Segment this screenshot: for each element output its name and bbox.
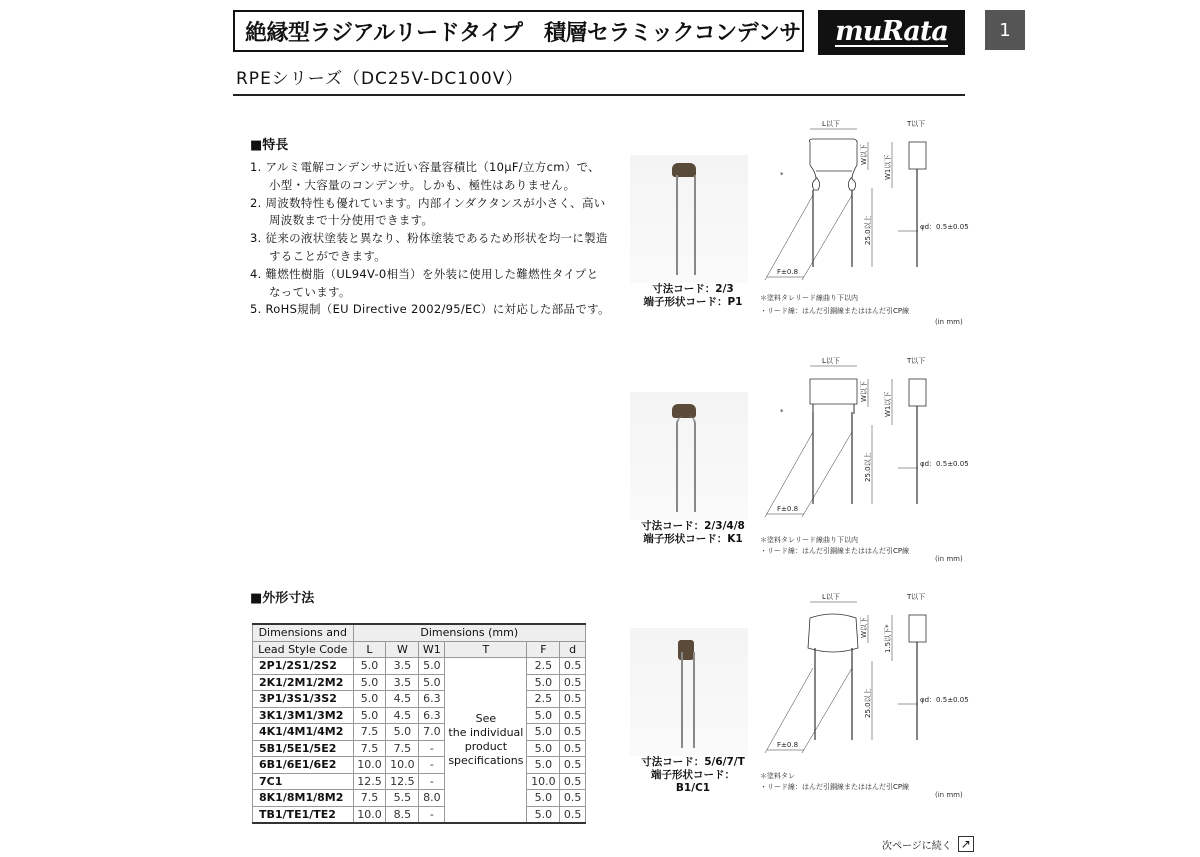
next-page-label: 次ページに続く (882, 840, 952, 852)
label-L: L以下 (822, 593, 840, 601)
lead-diagram (630, 115, 980, 330)
dimension-value: 7.5 (353, 790, 386, 807)
lead-style-code: 7C1 (253, 773, 354, 790)
title-text: 絶縁型ラジアルリードタイプ 積層セラミックコンデンサ (245, 20, 801, 46)
lead-style-code: 3P1/3S1/3S2 (253, 691, 354, 708)
col-F: F (527, 641, 560, 658)
label-W1: W1以下 (884, 391, 892, 417)
label-T: T以下 (907, 120, 926, 128)
dimension-value: 5.0 (527, 757, 560, 774)
dimension-code: 寸法コード：2/3/4/8 (641, 520, 745, 532)
feature-item: 2. 周波数特性も優れています。内部インダクタンスが小さく、高い周波数まで十分使用できます。 (250, 195, 606, 228)
col-T: T (445, 641, 527, 658)
dimension-value: 8.5 (386, 806, 419, 823)
dimension-value: 6.3 (419, 707, 445, 724)
continue-next-page[interactable] (882, 836, 974, 852)
dimension-value: 12.5 (386, 773, 419, 790)
dimension-value: 5.0 (527, 707, 560, 724)
label-F: F±0.8 (777, 268, 799, 276)
features-heading: ■特長 (250, 138, 289, 153)
table-row (253, 757, 586, 774)
dimension-value: 10.0 (527, 773, 560, 790)
dimension-value: 5.0 (527, 790, 560, 807)
label-diameter: φd：0.5±0.05 (920, 223, 969, 231)
header-group: Dimensions (mm) (353, 624, 585, 641)
dimension-drawing (630, 352, 980, 532)
murata-logo (818, 10, 965, 55)
dimension-value: 0.5 (560, 658, 586, 675)
dimension-value: - (419, 773, 445, 790)
dimension-value: 5.0 (527, 724, 560, 741)
lead-style-code: TB1/TE1/TE2 (253, 806, 354, 823)
lead-style-code: 3K1/3M1/3M2 (253, 707, 354, 724)
lead-style-code: 8K1/8M1/8M2 (253, 790, 354, 807)
label-lead-length: 25.0以上 (864, 452, 872, 482)
dimension-value: 5.5 (386, 790, 419, 807)
label-W1: 1.5以下* (884, 624, 892, 653)
dimension-value: 4.5 (386, 707, 419, 724)
dimension-value: 5.0 (353, 691, 386, 708)
lead-diagram (630, 352, 980, 567)
table-row (253, 707, 586, 724)
dimension-value: 7.0 (419, 724, 445, 741)
dimension-drawing (630, 115, 980, 295)
dimension-value: 5.0 (353, 674, 386, 691)
series-subtitle: RPEシリーズ（DC25V-DC100V） (236, 69, 524, 89)
dimension-value: - (419, 740, 445, 757)
dimension-value: 6.3 (419, 691, 445, 708)
t-note-line: See (475, 712, 497, 725)
lead-style-code: 端子形状コード：P1 (643, 296, 743, 308)
dimension-value: 4.5 (386, 691, 419, 708)
page-title (233, 10, 804, 52)
label-W: W以下 (860, 617, 868, 638)
dimension-code: 寸法コード：5/6/7/T (641, 756, 745, 768)
label-diameter: φd：0.5±0.05 (920, 696, 969, 704)
label-lead-length: 25.0以上 (864, 215, 872, 245)
dimensions-table (252, 623, 586, 824)
t-note-line: the individual (448, 726, 524, 739)
dimension-value: 8.0 (419, 790, 445, 807)
lead-style-code: 2P1/2S1/2S2 (253, 658, 354, 675)
dimension-value: 5.0 (527, 674, 560, 691)
dimension-value: 5.0 (419, 674, 445, 691)
label-W: W以下 (860, 381, 868, 402)
table-row (253, 773, 586, 790)
dimension-value: 0.5 (560, 740, 586, 757)
dimension-value: 3.5 (386, 674, 419, 691)
dimension-value: - (419, 757, 445, 774)
table-row (253, 790, 586, 807)
dimension-value: 0.5 (560, 773, 586, 790)
lead-style-code: 4K1/4M1/4M2 (253, 724, 354, 741)
lead-style-code: 2K1/2M1/2M2 (253, 674, 354, 691)
t-note (445, 658, 527, 824)
arrow-up-right-icon: ↗ (958, 836, 974, 852)
col-d: d (560, 641, 586, 658)
dimension-value: 0.5 (560, 674, 586, 691)
col-W1: W1 (419, 641, 445, 658)
page-number: 1 (985, 10, 1025, 50)
dimension-drawing (630, 588, 980, 768)
lead-diagram (630, 588, 980, 803)
dimension-value: 5.0 (386, 724, 419, 741)
dimension-value: 5.0 (419, 658, 445, 675)
dimension-value: 0.5 (560, 790, 586, 807)
col-L: L (353, 641, 386, 658)
dimension-value: 5.0 (353, 707, 386, 724)
col-W: W (386, 641, 419, 658)
label-star: * (780, 171, 784, 179)
unit-label: (in mm) (935, 555, 963, 563)
dimension-value: 0.5 (560, 724, 586, 741)
note-lead-wire: ・リード線：はんだ引銅線またははんだ引CP線 (760, 547, 910, 555)
label-W: W以下 (860, 144, 868, 165)
unit-label: (in mm) (935, 791, 963, 799)
t-note-line: specifications (448, 754, 524, 767)
lead-style-code: 端子形状コード：B1/C1 (651, 769, 735, 794)
dimension-value: 10.0 (353, 806, 386, 823)
dimension-value: 2.5 (527, 658, 560, 675)
dimension-value: 7.5 (353, 724, 386, 741)
dimension-value: 7.5 (386, 740, 419, 757)
label-L: L以下 (822, 357, 840, 365)
label-F: F±0.8 (777, 741, 799, 749)
label-L: L以下 (822, 120, 840, 128)
unit-label: (in mm) (935, 318, 963, 326)
note-paint: ＊塗料タレ (760, 772, 795, 780)
divider (233, 94, 965, 96)
label-star: * (780, 408, 784, 416)
header-code2: Lead Style Code (253, 641, 354, 658)
dimension-value: 12.5 (353, 773, 386, 790)
dimension-value: 2.5 (527, 691, 560, 708)
dimension-value: 0.5 (560, 691, 586, 708)
lead-style-code: 5B1/5E1/5E2 (253, 740, 354, 757)
note-lead-wire: ・リード線：はんだ引銅線またははんだ引CP線 (760, 783, 910, 791)
header-code: Dimensions and (253, 624, 354, 641)
note-lead-wire: ・リード線：はんだ引銅線またははんだ引CP線 (760, 307, 910, 315)
dimension-value: 0.5 (560, 806, 586, 823)
dimension-value: 10.0 (353, 757, 386, 774)
dimension-value: 5.0 (353, 658, 386, 675)
lead-style-code: 6B1/6E1/6E2 (253, 757, 354, 774)
dimension-value: 5.0 (527, 740, 560, 757)
label-lead-length: 25.0以上 (864, 688, 872, 718)
table-row (253, 724, 586, 741)
label-T: T以下 (907, 357, 926, 365)
label-diameter: φd：0.5±0.05 (920, 460, 969, 468)
lead-style-code: 端子形状コード：K1 (643, 533, 743, 545)
logo-text: muRata (835, 15, 948, 47)
note-paint: ＊塗料タレリード線曲り下以内 (760, 294, 858, 302)
dimension-value: 10.0 (386, 757, 419, 774)
feature-item: 4. 難燃性樹脂（UL94V-0相当）を外装に使用した難燃性タイプとなっています。 (250, 266, 599, 299)
dimension-value: 5.0 (527, 806, 560, 823)
table-row (253, 740, 586, 757)
feature-item: 1. アルミ電解コンデンサに近い容量容積比（10μF/立方cm）で、小型・大容量のコンデンサ。しかも、極性はありません。 (250, 160, 600, 192)
features-section (250, 134, 610, 319)
table-row (253, 674, 586, 691)
dimension-value: - (419, 806, 445, 823)
table-row (253, 658, 586, 675)
t-note-line: product (464, 740, 508, 753)
dimensions-heading: ■外形寸法 (250, 591, 315, 606)
note-paint: ＊塗料タレリード線曲り下以内 (760, 536, 858, 544)
dimension-value: 0.5 (560, 707, 586, 724)
dimension-value: 7.5 (353, 740, 386, 757)
table-row (253, 691, 586, 708)
dimension-code: 寸法コード：2/3 (652, 283, 734, 295)
feature-item: 3. 従来の液状塗装と異なり、粉体塗装であるため形状を均一に製造することができます。 (250, 231, 608, 263)
dimension-value: 3.5 (386, 658, 419, 675)
label-W1: W1以下 (884, 154, 892, 180)
label-F: F±0.8 (777, 505, 799, 513)
features-list (250, 159, 610, 319)
label-T: T以下 (907, 593, 926, 601)
table-row (253, 806, 586, 823)
dimension-value: 0.5 (560, 757, 586, 774)
feature-item: 5. RoHS規制（EU Directive 2002/95/EC）に対応した部品です。 (250, 302, 610, 317)
